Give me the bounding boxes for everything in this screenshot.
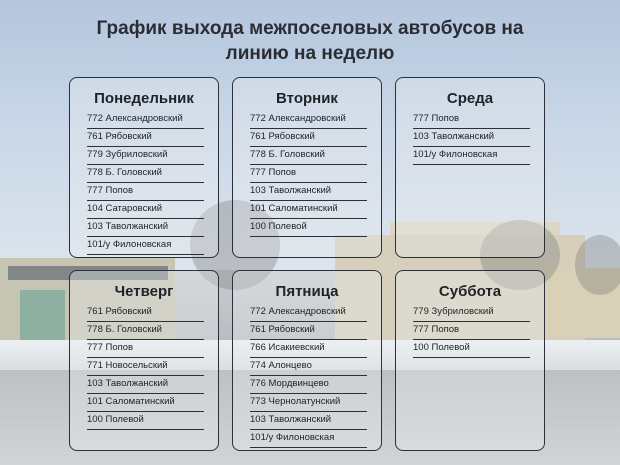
route-item: 100 Полевой xyxy=(87,413,204,430)
route-item: 776 Мордвинцево xyxy=(250,377,367,394)
route-item: 777 Попов xyxy=(413,112,530,129)
day-title: Понедельник xyxy=(94,90,194,107)
route-item: 777 Попов xyxy=(413,323,530,340)
day-title: Среда xyxy=(446,90,494,107)
route-item: 103 Таволжанский xyxy=(87,377,204,394)
day-card-saturday xyxy=(395,270,545,451)
route-item: 766 Исакиевский xyxy=(250,341,367,358)
route-item: 771 Новосельский xyxy=(87,359,204,376)
route-item: 777 Попов xyxy=(250,166,367,183)
route-item: 778 Б. Головский xyxy=(87,323,204,340)
route-item: 761 Рябовский xyxy=(250,323,367,340)
route-item: 104 Сатаровский xyxy=(87,202,204,219)
route-item: 777 Попов xyxy=(87,341,204,358)
route-item: 779 Зубриловский xyxy=(413,305,530,322)
route-item: 779 Зубриловский xyxy=(87,148,204,165)
route-item: 100 Полевой xyxy=(413,341,530,358)
route-item: 778 Б. Головский xyxy=(250,148,367,165)
route-item: 103 Таволжанский xyxy=(87,220,204,237)
route-item: 761 Рябовский xyxy=(87,130,204,147)
day-card-friday xyxy=(232,270,382,451)
day-card-tuesday xyxy=(232,77,382,258)
route-item: 777 Попов xyxy=(87,184,204,201)
day-title: Пятница xyxy=(275,283,339,300)
route-item: 772 Александровский xyxy=(87,112,204,129)
title-line-2: линию на неделю xyxy=(225,43,395,64)
title-line-1: График выхода межпоселовых автобусов на xyxy=(96,18,524,39)
route-item: 103 Таволжанский xyxy=(250,184,367,201)
route-item: 773 Чернолатунский xyxy=(250,395,367,412)
route-item: 103 Таволжанский xyxy=(250,413,367,430)
day-title: Суббота xyxy=(438,283,502,300)
route-item: 101/у Филоновская xyxy=(250,431,367,448)
day-card-wednesday xyxy=(395,77,545,258)
route-item: 761 Рябовский xyxy=(87,305,204,322)
route-item: 101 Саломатинский xyxy=(250,202,367,219)
route-item: 101 Саломатинский xyxy=(87,395,204,412)
route-item: 100 Полевой xyxy=(250,220,367,237)
route-item: 772 Александровский xyxy=(250,112,367,129)
day-card-thursday xyxy=(69,270,219,451)
route-item: 103 Таволжанский xyxy=(413,130,530,147)
page-title xyxy=(0,16,620,66)
route-item: 772 Александровский xyxy=(250,305,367,322)
route-item: 778 Б. Головский xyxy=(87,166,204,183)
route-item: 761 Рябовский xyxy=(250,130,367,147)
day-card-monday xyxy=(69,77,219,258)
route-item: 101/у Филоновская xyxy=(413,148,530,165)
day-title: Вторник xyxy=(276,90,338,107)
route-item: 774 Алонцево xyxy=(250,359,367,376)
day-title: Четверг xyxy=(114,283,174,300)
route-item: 101/у Филоновская xyxy=(87,238,204,255)
